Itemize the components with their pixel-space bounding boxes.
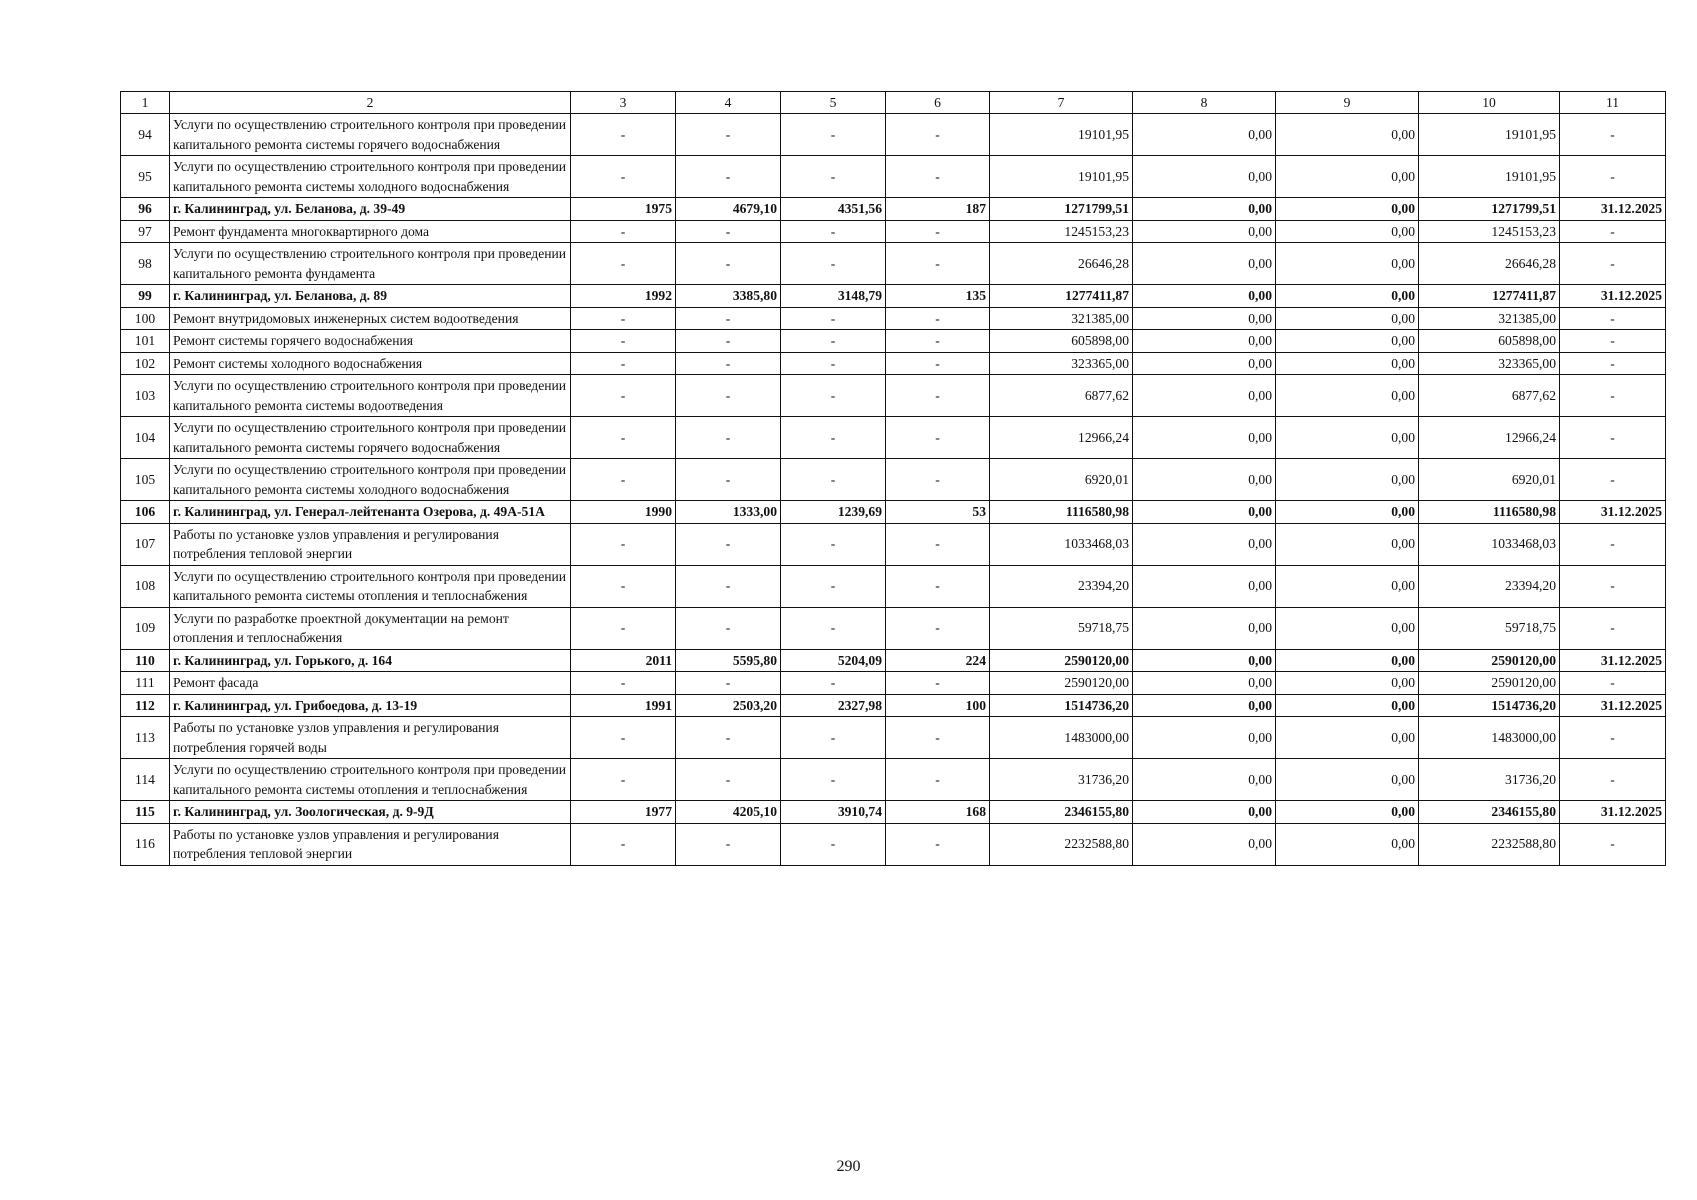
description-cell: г. Калининград, ул. Грибоедова, д. 13-19: [170, 694, 571, 717]
description-cell: г. Калининград, ул. Беланова, д. 89: [170, 285, 571, 308]
total-area-cell: 1333,00: [676, 501, 781, 524]
cost-total-cell: 31736,20: [990, 759, 1133, 801]
year-cell: 1990: [571, 501, 676, 524]
owners-cost-cell: 2346155,80: [1419, 801, 1560, 824]
total-area-cell: -: [676, 156, 781, 198]
fund-cost-cell: 0,00: [1133, 565, 1276, 607]
work-item-row: [121, 823, 1666, 865]
description-cell: г. Калининград, ул. Беланова, д. 39-49: [170, 198, 571, 221]
fund-cost-cell: 0,00: [1133, 501, 1276, 524]
description-cell: Услуги по осуществлению строительного контроля при проведении капитального ремонта фундамента: [170, 243, 571, 285]
owners-cost-cell: 23394,20: [1419, 565, 1560, 607]
owners-cost-cell: 6877,62: [1419, 375, 1560, 417]
year-cell: -: [571, 565, 676, 607]
owners-cost-cell: 1277411,87: [1419, 285, 1560, 308]
living-area-cell: -: [781, 352, 886, 375]
deadline-cell: -: [1560, 523, 1666, 565]
deadline-cell: -: [1560, 243, 1666, 285]
column-number-10: 10: [1419, 92, 1560, 114]
total-area-cell: -: [676, 717, 781, 759]
budget-cost-cell: 0,00: [1276, 220, 1419, 243]
cost-total-cell: 6920,01: [990, 459, 1133, 501]
owners-cost-cell: 605898,00: [1419, 330, 1560, 353]
budget-cost-cell: 0,00: [1276, 114, 1419, 156]
description-cell: Ремонт фундамента многоквартирного дома: [170, 220, 571, 243]
budget-cost-cell: 0,00: [1276, 649, 1419, 672]
deadline-cell: -: [1560, 220, 1666, 243]
owners-cost-cell: 323365,00: [1419, 352, 1560, 375]
cost-total-cell: 1116580,98: [990, 501, 1133, 524]
residents-cell: 224: [886, 649, 990, 672]
living-area-cell: -: [781, 565, 886, 607]
column-number-3: 3: [571, 92, 676, 114]
living-area-cell: -: [781, 417, 886, 459]
budget-cost-cell: 0,00: [1276, 375, 1419, 417]
fund-cost-cell: 0,00: [1133, 523, 1276, 565]
work-item-row: [121, 417, 1666, 459]
year-cell: -: [571, 717, 676, 759]
residents-cell: -: [886, 607, 990, 649]
owners-cost-cell: 31736,20: [1419, 759, 1560, 801]
living-area-cell: 2327,98: [781, 694, 886, 717]
column-number-4: 4: [676, 92, 781, 114]
cost-total-cell: 605898,00: [990, 330, 1133, 353]
budget-cost-cell: 0,00: [1276, 307, 1419, 330]
residents-cell: -: [886, 307, 990, 330]
budget-cost-cell: 0,00: [1276, 501, 1419, 524]
year-cell: -: [571, 330, 676, 353]
living-area-cell: -: [781, 607, 886, 649]
row-number-cell: 111: [121, 672, 170, 695]
address-row: [121, 285, 1666, 308]
row-number-cell: 100: [121, 307, 170, 330]
deadline-cell: -: [1560, 156, 1666, 198]
fund-cost-cell: 0,00: [1133, 672, 1276, 695]
fund-cost-cell: 0,00: [1133, 285, 1276, 308]
cost-total-cell: 1514736,20: [990, 694, 1133, 717]
address-row: [121, 801, 1666, 824]
owners-cost-cell: 2232588,80: [1419, 823, 1560, 865]
total-area-cell: -: [676, 523, 781, 565]
year-cell: 2011: [571, 649, 676, 672]
owners-cost-cell: 2590120,00: [1419, 672, 1560, 695]
cost-total-cell: 19101,95: [990, 114, 1133, 156]
row-number-cell: 101: [121, 330, 170, 353]
description-cell: Услуги по осуществлению строительного контроля при проведении капитального ремонта системы отопления и теплоснабжения: [170, 759, 571, 801]
residents-cell: -: [886, 156, 990, 198]
deadline-cell: 31.12.2025: [1560, 198, 1666, 221]
total-area-cell: -: [676, 375, 781, 417]
owners-cost-cell: 1514736,20: [1419, 694, 1560, 717]
residents-cell: -: [886, 243, 990, 285]
description-cell: Ремонт внутридомовых инженерных систем водоотведения: [170, 307, 571, 330]
total-area-cell: -: [676, 352, 781, 375]
work-item-row: [121, 375, 1666, 417]
year-cell: -: [571, 156, 676, 198]
fund-cost-cell: 0,00: [1133, 759, 1276, 801]
deadline-cell: -: [1560, 717, 1666, 759]
row-number-cell: 112: [121, 694, 170, 717]
total-area-cell: -: [676, 330, 781, 353]
description-cell: Услуги по осуществлению строительного контроля при проведении капитального ремонта системы холодного водоснабжения: [170, 156, 571, 198]
owners-cost-cell: 321385,00: [1419, 307, 1560, 330]
row-number-cell: 106: [121, 501, 170, 524]
column-number-9: 9: [1276, 92, 1419, 114]
fund-cost-cell: 0,00: [1133, 307, 1276, 330]
fund-cost-cell: 0,00: [1133, 823, 1276, 865]
cost-total-cell: 59718,75: [990, 607, 1133, 649]
deadline-cell: -: [1560, 417, 1666, 459]
budget-cost-cell: 0,00: [1276, 694, 1419, 717]
total-area-cell: 5595,80: [676, 649, 781, 672]
row-number-cell: 95: [121, 156, 170, 198]
work-item-row: [121, 459, 1666, 501]
residents-cell: 187: [886, 198, 990, 221]
description-cell: Ремонт системы горячего водоснабжения: [170, 330, 571, 353]
deadline-cell: 31.12.2025: [1560, 801, 1666, 824]
address-row: [121, 198, 1666, 221]
row-number-cell: 115: [121, 801, 170, 824]
description-cell: Услуги по осуществлению строительного контроля при проведении капитального ремонта системы водоотведения: [170, 375, 571, 417]
row-number-cell: 105: [121, 459, 170, 501]
living-area-cell: -: [781, 523, 886, 565]
budget-cost-cell: 0,00: [1276, 672, 1419, 695]
description-cell: г. Калининград, ул. Горького, д. 164: [170, 649, 571, 672]
total-area-cell: -: [676, 459, 781, 501]
budget-cost-cell: 0,00: [1276, 417, 1419, 459]
year-cell: -: [571, 417, 676, 459]
address-row: [121, 501, 1666, 524]
work-item-row: [121, 220, 1666, 243]
fund-cost-cell: 0,00: [1133, 694, 1276, 717]
owners-cost-cell: 26646,28: [1419, 243, 1560, 285]
work-item-row: [121, 672, 1666, 695]
description-cell: Услуги по осуществлению строительного контроля при проведении капитального ремонта системы отопления и теплоснабжения: [170, 565, 571, 607]
column-number-7: 7: [990, 92, 1133, 114]
residents-cell: -: [886, 375, 990, 417]
residents-cell: -: [886, 417, 990, 459]
year-cell: -: [571, 352, 676, 375]
row-number-cell: 99: [121, 285, 170, 308]
work-item-row: [121, 307, 1666, 330]
cost-total-cell: 323365,00: [990, 352, 1133, 375]
living-area-cell: 3148,79: [781, 285, 886, 308]
fund-cost-cell: 0,00: [1133, 417, 1276, 459]
row-number-cell: 114: [121, 759, 170, 801]
living-area-cell: -: [781, 156, 886, 198]
owners-cost-cell: 1245153,23: [1419, 220, 1560, 243]
living-area-cell: -: [781, 375, 886, 417]
living-area-cell: -: [781, 823, 886, 865]
cost-total-cell: 1033468,03: [990, 523, 1133, 565]
budget-cost-cell: 0,00: [1276, 156, 1419, 198]
year-cell: 1975: [571, 198, 676, 221]
column-number-8: 8: [1133, 92, 1276, 114]
total-area-cell: -: [676, 307, 781, 330]
row-number-cell: 94: [121, 114, 170, 156]
cost-total-cell: 6877,62: [990, 375, 1133, 417]
row-number-cell: 107: [121, 523, 170, 565]
year-cell: -: [571, 375, 676, 417]
living-area-cell: -: [781, 717, 886, 759]
fund-cost-cell: 0,00: [1133, 330, 1276, 353]
living-area-cell: -: [781, 114, 886, 156]
cost-total-cell: 321385,00: [990, 307, 1133, 330]
page-number: 290: [836, 1158, 861, 1175]
work-item-row: [121, 607, 1666, 649]
column-number-2: 2: [170, 92, 571, 114]
year-cell: -: [571, 759, 676, 801]
residents-cell: 53: [886, 501, 990, 524]
row-number-cell: 103: [121, 375, 170, 417]
deadline-cell: -: [1560, 823, 1666, 865]
fund-cost-cell: 0,00: [1133, 352, 1276, 375]
address-row: [121, 694, 1666, 717]
owners-cost-cell: 1116580,98: [1419, 501, 1560, 524]
deadline-cell: -: [1560, 307, 1666, 330]
work-item-row: [121, 565, 1666, 607]
budget-cost-cell: 0,00: [1276, 607, 1419, 649]
budget-cost-cell: 0,00: [1276, 352, 1419, 375]
cost-total-cell: 12966,24: [990, 417, 1133, 459]
budget-cost-cell: 0,00: [1276, 565, 1419, 607]
year-cell: 1977: [571, 801, 676, 824]
owners-cost-cell: 12966,24: [1419, 417, 1560, 459]
row-number-cell: 97: [121, 220, 170, 243]
row-number-cell: 113: [121, 717, 170, 759]
column-number-5: 5: [781, 92, 886, 114]
budget-cost-cell: 0,00: [1276, 823, 1419, 865]
budget-cost-cell: 0,00: [1276, 243, 1419, 285]
residents-cell: -: [886, 330, 990, 353]
residents-cell: -: [886, 565, 990, 607]
year-cell: -: [571, 823, 676, 865]
owners-cost-cell: 19101,95: [1419, 114, 1560, 156]
address-row: [121, 649, 1666, 672]
owners-cost-cell: 6920,01: [1419, 459, 1560, 501]
work-item-row: [121, 243, 1666, 285]
year-cell: -: [571, 307, 676, 330]
row-number-cell: 96: [121, 198, 170, 221]
work-item-row: [121, 352, 1666, 375]
owners-cost-cell: 2590120,00: [1419, 649, 1560, 672]
column-number-1: 1: [121, 92, 170, 114]
description-cell: Ремонт системы холодного водоснабжения: [170, 352, 571, 375]
total-area-cell: -: [676, 823, 781, 865]
budget-cost-cell: 0,00: [1276, 459, 1419, 501]
year-cell: -: [571, 459, 676, 501]
fund-cost-cell: 0,00: [1133, 607, 1276, 649]
row-number-cell: 116: [121, 823, 170, 865]
residents-cell: -: [886, 114, 990, 156]
deadline-cell: 31.12.2025: [1560, 285, 1666, 308]
owners-cost-cell: 1271799,51: [1419, 198, 1560, 221]
description-cell: г. Калининград, ул. Зоологическая, д. 9-9Д: [170, 801, 571, 824]
total-area-cell: 2503,20: [676, 694, 781, 717]
cost-total-cell: 19101,95: [990, 156, 1133, 198]
owners-cost-cell: 19101,95: [1419, 156, 1560, 198]
budget-cost-cell: 0,00: [1276, 523, 1419, 565]
cost-total-cell: 1277411,87: [990, 285, 1133, 308]
living-area-cell: -: [781, 672, 886, 695]
work-item-row: [121, 114, 1666, 156]
deadline-cell: 31.12.2025: [1560, 694, 1666, 717]
deadline-cell: 31.12.2025: [1560, 501, 1666, 524]
deadline-cell: -: [1560, 607, 1666, 649]
cost-total-cell: 2590120,00: [990, 672, 1133, 695]
deadline-cell: -: [1560, 352, 1666, 375]
residents-cell: 168: [886, 801, 990, 824]
row-number-cell: 108: [121, 565, 170, 607]
cost-total-cell: 1483000,00: [990, 717, 1133, 759]
residents-cell: 100: [886, 694, 990, 717]
budget-cost-cell: 0,00: [1276, 285, 1419, 308]
year-cell: -: [571, 672, 676, 695]
owners-cost-cell: 59718,75: [1419, 607, 1560, 649]
fund-cost-cell: 0,00: [1133, 649, 1276, 672]
row-number-cell: 102: [121, 352, 170, 375]
living-area-cell: -: [781, 307, 886, 330]
total-area-cell: 3385,80: [676, 285, 781, 308]
cost-total-cell: 1271799,51: [990, 198, 1133, 221]
residents-cell: -: [886, 352, 990, 375]
budget-cost-cell: 0,00: [1276, 330, 1419, 353]
year-cell: -: [571, 607, 676, 649]
deadline-cell: -: [1560, 459, 1666, 501]
fund-cost-cell: 0,00: [1133, 156, 1276, 198]
description-cell: Услуги по осуществлению строительного контроля при проведении капитального ремонта системы горячего водоснабжения: [170, 114, 571, 156]
deadline-cell: -: [1560, 330, 1666, 353]
residents-cell: -: [886, 823, 990, 865]
fund-cost-cell: 0,00: [1133, 375, 1276, 417]
residents-cell: -: [886, 672, 990, 695]
cost-total-cell: 23394,20: [990, 565, 1133, 607]
deadline-cell: -: [1560, 375, 1666, 417]
work-item-row: [121, 523, 1666, 565]
row-number-cell: 98: [121, 243, 170, 285]
residents-cell: -: [886, 220, 990, 243]
fund-cost-cell: 0,00: [1133, 220, 1276, 243]
description-cell: Работы по установке узлов управления и регулирования потребления тепловой энергии: [170, 523, 571, 565]
description-cell: г. Калининград, ул. Генерал-лейтенанта Озерова, д. 49А-51А: [170, 501, 571, 524]
year-cell: -: [571, 220, 676, 243]
description-cell: Услуги по разработке проектной документации на ремонт отопления и теплоснабжения: [170, 607, 571, 649]
residents-cell: -: [886, 459, 990, 501]
fund-cost-cell: 0,00: [1133, 243, 1276, 285]
owners-cost-cell: 1033468,03: [1419, 523, 1560, 565]
table-body: [121, 92, 1666, 866]
row-number-cell: 104: [121, 417, 170, 459]
fund-cost-cell: 0,00: [1133, 459, 1276, 501]
description-cell: Работы по установке узлов управления и регулирования потребления горячей воды: [170, 717, 571, 759]
total-area-cell: -: [676, 565, 781, 607]
deadline-cell: -: [1560, 672, 1666, 695]
deadline-cell: -: [1560, 759, 1666, 801]
budget-cost-cell: 0,00: [1276, 198, 1419, 221]
column-number-row: [121, 92, 1666, 114]
budget-cost-cell: 0,00: [1276, 717, 1419, 759]
fund-cost-cell: 0,00: [1133, 114, 1276, 156]
total-area-cell: -: [676, 243, 781, 285]
fund-cost-cell: 0,00: [1133, 198, 1276, 221]
budget-cost-cell: 0,00: [1276, 801, 1419, 824]
deadline-cell: -: [1560, 565, 1666, 607]
cost-total-cell: 1245153,23: [990, 220, 1133, 243]
description-cell: Ремонт фасада: [170, 672, 571, 695]
description-cell: Услуги по осуществлению строительного контроля при проведении капитального ремонта системы горячего водоснабжения: [170, 417, 571, 459]
work-item-row: [121, 759, 1666, 801]
living-area-cell: 1239,69: [781, 501, 886, 524]
deadline-cell: 31.12.2025: [1560, 649, 1666, 672]
column-number-11: 11: [1560, 92, 1666, 114]
data-table: [120, 91, 1666, 866]
living-area-cell: 4351,56: [781, 198, 886, 221]
living-area-cell: 5204,09: [781, 649, 886, 672]
cost-total-cell: 2346155,80: [990, 801, 1133, 824]
row-number-cell: 110: [121, 649, 170, 672]
residents-cell: -: [886, 759, 990, 801]
living-area-cell: -: [781, 459, 886, 501]
year-cell: -: [571, 243, 676, 285]
cost-total-cell: 26646,28: [990, 243, 1133, 285]
budget-cost-cell: 0,00: [1276, 759, 1419, 801]
living-area-cell: -: [781, 759, 886, 801]
total-area-cell: 4679,10: [676, 198, 781, 221]
total-area-cell: 4205,10: [676, 801, 781, 824]
row-number-cell: 109: [121, 607, 170, 649]
total-area-cell: -: [676, 672, 781, 695]
deadline-cell: -: [1560, 114, 1666, 156]
total-area-cell: -: [676, 607, 781, 649]
year-cell: -: [571, 523, 676, 565]
living-area-cell: -: [781, 243, 886, 285]
work-item-row: [121, 717, 1666, 759]
total-area-cell: -: [676, 114, 781, 156]
total-area-cell: -: [676, 417, 781, 459]
residents-cell: -: [886, 523, 990, 565]
living-area-cell: -: [781, 330, 886, 353]
cost-total-cell: 2590120,00: [990, 649, 1133, 672]
fund-cost-cell: 0,00: [1133, 801, 1276, 824]
residents-cell: 135: [886, 285, 990, 308]
year-cell: 1992: [571, 285, 676, 308]
column-number-6: 6: [886, 92, 990, 114]
living-area-cell: 3910,74: [781, 801, 886, 824]
description-cell: Услуги по осуществлению строительного контроля при проведении капитального ремонта системы холодного водоснабжения: [170, 459, 571, 501]
total-area-cell: -: [676, 759, 781, 801]
total-area-cell: -: [676, 220, 781, 243]
living-area-cell: -: [781, 220, 886, 243]
work-item-row: [121, 330, 1666, 353]
description-cell: Работы по установке узлов управления и регулирования потребления тепловой энергии: [170, 823, 571, 865]
cost-total-cell: 2232588,80: [990, 823, 1133, 865]
work-item-row: [121, 156, 1666, 198]
year-cell: -: [571, 114, 676, 156]
owners-cost-cell: 1483000,00: [1419, 717, 1560, 759]
fund-cost-cell: 0,00: [1133, 717, 1276, 759]
residents-cell: -: [886, 717, 990, 759]
year-cell: 1991: [571, 694, 676, 717]
